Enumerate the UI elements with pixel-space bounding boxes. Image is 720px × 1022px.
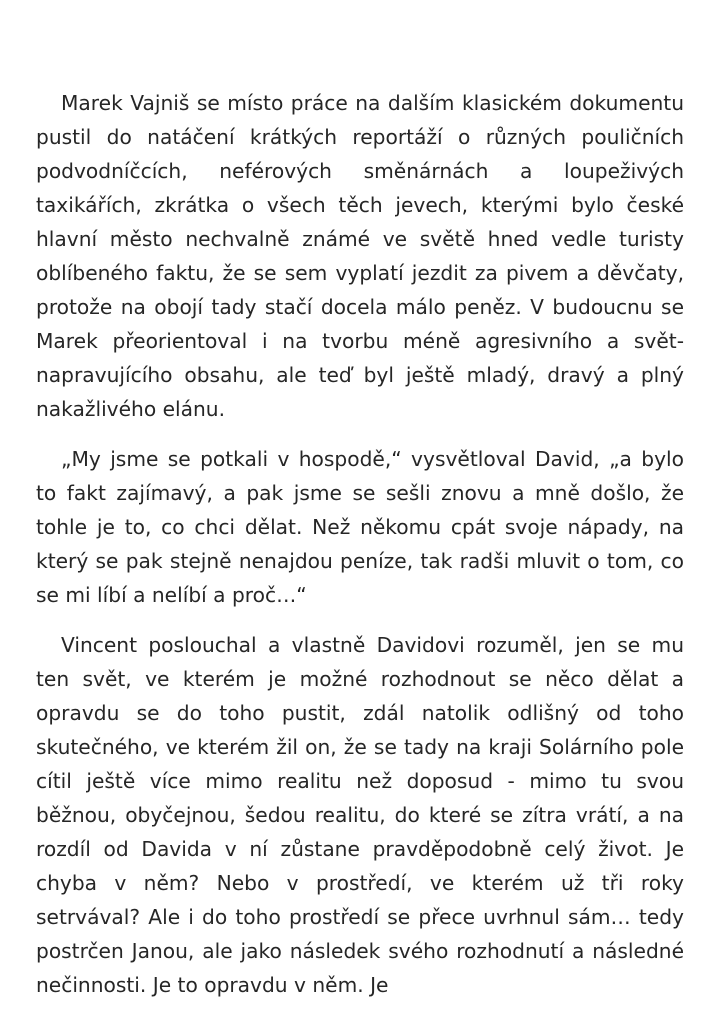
- paragraph-1: Marek Vajniš se místo práce na dalším klasickém dokumentu pustil do natáčení krátkých reportáží o různých pouličních podvodníčcích, neférových směnárnách a loupeživých taxikářích, zkrátka o všech těch jevech, kterými bylo české hlavní město nechvalně známé ve světě hned vedle turisty oblíbeného faktu, že se sem vyplatí jezdit za pivem a děvčaty, protože na obojí tady stačí docela málo peněz. V budoucnu se Marek přeorientoval i na tvorbu méně agresivního a svět-napravujícího obsahu, ale teď byl ještě mladý, dravý a plný nakažlivého elánu.: [36, 91, 684, 421]
- paragraph-3: Vincent poslouchal a vlastně Davidovi rozuměl, jen se mu ten svět, ve kterém je možné rozhodnout se něco dělat a opravdu se do toho pustit, zdál natolik odlišný od toho skutečného, ve kterém žil on, že se tady na kraji Solárního pole cítil ještě více mimo realitu než doposud - mimo tu svou běžnou, obyčejnou, šedou realitu, do které se zítra vrátí, a na rozdíl od Davida v ní zůstane pravděpodobně celý život. Je chyba v něm? Nebo v prostředí, ve kterém už tři roky setrvával? Ale i do toho prostředí se přece uvrhnul sám… tedy postrčen Janou, ale jako následek svého rozhodnutí a následné nečinnosti. Je to opravdu v něm. Je: [36, 633, 684, 997]
- document-page: [36, 86, 684, 1002]
- paragraph-2: „My jsme se potkali v hospodě,“ vysvětloval David, „a bylo to fakt zajímavý, a pak jsme se sešli znovu a mně došlo, že tohle je to, co chci dělat. Než někomu cpát svoje nápady, na který se pak stejně nenajdou peníze, tak radši mluvit o tom, co se mi líbí a nelíbí a proč…“: [36, 447, 684, 607]
